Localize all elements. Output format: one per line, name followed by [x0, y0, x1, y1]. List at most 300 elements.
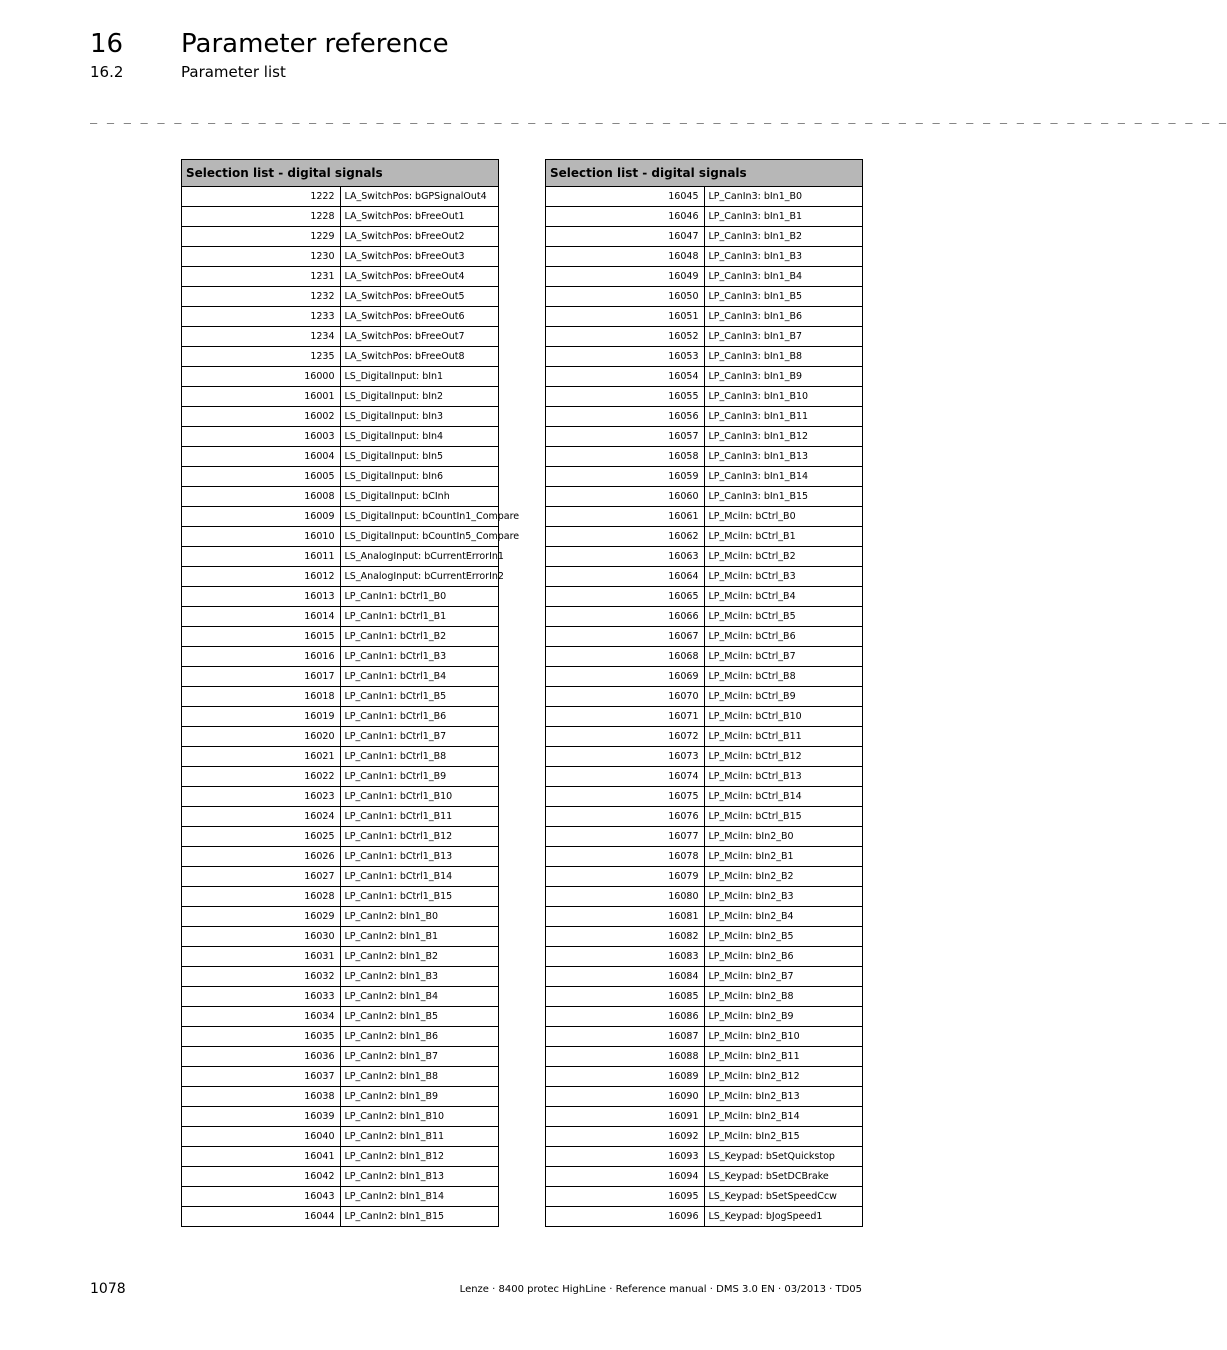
signal-name: LP_MciIn: bCtrl_B2: [704, 547, 863, 567]
signal-number: 16015: [182, 627, 341, 647]
table-row: [546, 1067, 863, 1087]
table-row: [546, 447, 863, 467]
table-row: [182, 467, 499, 487]
signal-number: 16066: [546, 607, 705, 627]
signal-number: 16067: [546, 627, 705, 647]
signal-name: LP_CanIn2: bIn1_B15: [340, 1207, 499, 1227]
signal-name: LP_MciIn: bIn2_B10: [704, 1027, 863, 1047]
table-row: [546, 1087, 863, 1107]
signal-number: 16069: [546, 667, 705, 687]
signal-name: LP_MciIn: bCtrl_B4: [704, 587, 863, 607]
table-row: [182, 307, 499, 327]
signal-name: LS_DigitalInput: bIn1: [340, 367, 499, 387]
signal-number: 16080: [546, 887, 705, 907]
signal-name: LP_CanIn3: bIn1_B13: [704, 447, 863, 467]
signal-name: LP_CanIn2: bIn1_B1: [340, 927, 499, 947]
table-row: [182, 1087, 499, 1107]
signal-number: 16088: [546, 1047, 705, 1067]
signal-number: 16036: [182, 1047, 341, 1067]
signal-name: LP_CanIn3: bIn1_B11: [704, 407, 863, 427]
table-row: [546, 767, 863, 787]
signal-name: LS_DigitalInput: bIn4: [340, 427, 499, 447]
signal-name: LA_SwitchPos: bFreeOut2: [340, 227, 499, 247]
signal-number: 16016: [182, 647, 341, 667]
signal-number: 16050: [546, 287, 705, 307]
signal-name: LP_CanIn2: bIn1_B3: [340, 967, 499, 987]
signal-number: 16044: [182, 1207, 341, 1227]
table-row: [546, 1027, 863, 1047]
table-row: [546, 427, 863, 447]
signal-name: LP_CanIn1: bCtrl1_B6: [340, 707, 499, 727]
signal-name: LP_CanIn1: bCtrl1_B14: [340, 867, 499, 887]
signal-number: 16058: [546, 447, 705, 467]
section-number: 16.2: [90, 63, 124, 81]
table-row: [182, 987, 499, 1007]
table-row: [182, 1207, 499, 1227]
signal-number: 16014: [182, 607, 341, 627]
signal-name: LS_DigitalInput: bIn3: [340, 407, 499, 427]
signal-name: LA_SwitchPos: bFreeOut8: [340, 347, 499, 367]
signal-number: 16077: [546, 827, 705, 847]
signal-number: 16085: [546, 987, 705, 1007]
signal-number: 16024: [182, 807, 341, 827]
signal-name: LA_SwitchPos: bFreeOut1: [340, 207, 499, 227]
signal-name: LP_CanIn1: bCtrl1_B3: [340, 647, 499, 667]
signal-number: 16000: [182, 367, 341, 387]
signal-name: LP_CanIn1: bCtrl1_B11: [340, 807, 499, 827]
signal-number: 16009: [182, 507, 341, 527]
signal-number: 16018: [182, 687, 341, 707]
signal-name: LP_CanIn3: bIn1_B14: [704, 467, 863, 487]
table-row: [182, 787, 499, 807]
signal-number: 1233: [182, 307, 341, 327]
signal-name: LP_MciIn: bIn2_B3: [704, 887, 863, 907]
selection-list-table-right: [545, 159, 863, 1227]
signal-number: 16038: [182, 1087, 341, 1107]
table-row: [182, 287, 499, 307]
signal-number: 16046: [546, 207, 705, 227]
signal-number: 16057: [546, 427, 705, 447]
signal-name: LA_SwitchPos: bFreeOut3: [340, 247, 499, 267]
signal-number: 16004: [182, 447, 341, 467]
signal-number: 16017: [182, 667, 341, 687]
signal-number: 16081: [546, 907, 705, 927]
table-row: [546, 907, 863, 927]
table-row: [546, 367, 863, 387]
table-row: [182, 367, 499, 387]
signal-number: 16071: [546, 707, 705, 727]
signal-name: LP_MciIn: bIn2_B11: [704, 1047, 863, 1067]
table-row: [546, 507, 863, 527]
signal-number: 16090: [546, 1087, 705, 1107]
signal-number: 16001: [182, 387, 341, 407]
signal-number: 16010: [182, 527, 341, 547]
signal-name: LP_CanIn2: bIn1_B11: [340, 1127, 499, 1147]
table-row: [546, 227, 863, 247]
signal-number: 16089: [546, 1067, 705, 1087]
signal-name: LP_CanIn2: bIn1_B14: [340, 1187, 499, 1207]
signal-number: 16002: [182, 407, 341, 427]
signal-name: LP_CanIn3: bIn1_B7: [704, 327, 863, 347]
signal-name: LP_CanIn3: bIn1_B2: [704, 227, 863, 247]
chapter-title: Parameter reference: [181, 29, 449, 59]
signal-number: 16037: [182, 1067, 341, 1087]
table-row: [182, 587, 499, 607]
signal-number: 16082: [546, 927, 705, 947]
table-row: [546, 587, 863, 607]
table-row: [546, 947, 863, 967]
table-row: [182, 387, 499, 407]
signal-name: LP_CanIn1: bCtrl1_B12: [340, 827, 499, 847]
signal-name: LP_CanIn1: bCtrl1_B7: [340, 727, 499, 747]
table-row: [546, 567, 863, 587]
signal-name: LP_CanIn2: bIn1_B2: [340, 947, 499, 967]
table-body: [546, 187, 863, 1227]
table-row: [182, 627, 499, 647]
signal-name: LP_MciIn: bIn2_B14: [704, 1107, 863, 1127]
table-row: [546, 847, 863, 867]
table-row: [546, 247, 863, 267]
table-row: [546, 707, 863, 727]
signal-name: LA_SwitchPos: bFreeOut4: [340, 267, 499, 287]
signal-number: 16035: [182, 1027, 341, 1047]
signal-number: 16049: [546, 267, 705, 287]
table-row: [182, 407, 499, 427]
table-row: [182, 1047, 499, 1067]
table-row: [182, 967, 499, 987]
signal-name: LP_CanIn2: bIn1_B4: [340, 987, 499, 1007]
signal-name: LP_CanIn2: bIn1_B10: [340, 1107, 499, 1127]
table-row: [182, 1027, 499, 1047]
signal-number: 16060: [546, 487, 705, 507]
signal-name: LP_CanIn3: bIn1_B15: [704, 487, 863, 507]
signal-number: 16072: [546, 727, 705, 747]
signal-name: LP_MciIn: bCtrl_B6: [704, 627, 863, 647]
signal-name: LP_CanIn2: bIn1_B9: [340, 1087, 499, 1107]
signal-number: 16021: [182, 747, 341, 767]
table-row: [546, 1047, 863, 1067]
signal-number: 16032: [182, 967, 341, 987]
signal-name: LP_CanIn2: bIn1_B8: [340, 1067, 499, 1087]
signal-number: 16047: [546, 227, 705, 247]
signal-number: 16003: [182, 427, 341, 447]
signal-name: LP_MciIn: bIn2_B7: [704, 967, 863, 987]
table-row: [182, 807, 499, 827]
signal-number: 16076: [546, 807, 705, 827]
table-row: [182, 187, 499, 207]
table-row: [546, 1187, 863, 1207]
signal-number: 16052: [546, 327, 705, 347]
table-title: Selection list - digital signals: [546, 160, 863, 187]
table-row: [182, 567, 499, 587]
table-row: [546, 967, 863, 987]
signal-name: LP_CanIn3: bIn1_B6: [704, 307, 863, 327]
signal-number: 16051: [546, 307, 705, 327]
table-row: [182, 707, 499, 727]
table-row: [182, 547, 499, 567]
signal-number: 16075: [546, 787, 705, 807]
signal-number: 16056: [546, 407, 705, 427]
table-row: [546, 867, 863, 887]
signal-number: 16087: [546, 1027, 705, 1047]
signal-name: LA_SwitchPos: bFreeOut5: [340, 287, 499, 307]
signal-number: 16034: [182, 1007, 341, 1027]
signal-number: 16074: [546, 767, 705, 787]
signal-number: 16096: [546, 1207, 705, 1227]
table-row: [182, 1187, 499, 1207]
table-row: [546, 1147, 863, 1167]
signal-number: 16053: [546, 347, 705, 367]
signal-number: 16078: [546, 847, 705, 867]
signal-number: 16033: [182, 987, 341, 1007]
signal-number: 1229: [182, 227, 341, 247]
signal-number: 16091: [546, 1107, 705, 1127]
table-row: [182, 887, 499, 907]
signal-name: LP_CanIn1: bCtrl1_B8: [340, 747, 499, 767]
signal-name: LP_CanIn2: bIn1_B13: [340, 1167, 499, 1187]
table-row: [182, 827, 499, 847]
signal-number: 16068: [546, 647, 705, 667]
signal-number: 16084: [546, 967, 705, 987]
signal-name: LP_CanIn3: bIn1_B4: [704, 267, 863, 287]
signal-number: 16011: [182, 547, 341, 567]
signal-number: 16041: [182, 1147, 341, 1167]
table-row: [546, 807, 863, 827]
signal-name: LP_MciIn: bIn2_B15: [704, 1127, 863, 1147]
signal-name: LP_CanIn3: bIn1_B8: [704, 347, 863, 367]
table-row: [546, 787, 863, 807]
signal-name: LP_CanIn2: bIn1_B5: [340, 1007, 499, 1027]
signal-number: 16028: [182, 887, 341, 907]
table-row: [546, 827, 863, 847]
signal-number: 16040: [182, 1127, 341, 1147]
table-row: [182, 207, 499, 227]
table-row: [546, 207, 863, 227]
signal-name: LP_CanIn3: bIn1_B10: [704, 387, 863, 407]
table-row: [182, 1107, 499, 1127]
signal-name: LP_MciIn: bIn2_B13: [704, 1087, 863, 1107]
signal-number: 16048: [546, 247, 705, 267]
signal-name: LS_DigitalInput: bCountIn5_Compare: [340, 527, 499, 547]
table-row: [182, 747, 499, 767]
signal-name: LP_CanIn1: bCtrl1_B9: [340, 767, 499, 787]
signal-name: LS_DigitalInput: bIn6: [340, 467, 499, 487]
table-row: [182, 927, 499, 947]
table-row: [182, 247, 499, 267]
signal-name: LS_Keypad: bSetSpeedCcw: [704, 1187, 863, 1207]
table-row: [546, 747, 863, 767]
signal-name: LP_MciIn: bCtrl_B11: [704, 727, 863, 747]
table-row: [546, 627, 863, 647]
table-row: [182, 1007, 499, 1027]
signal-number: 16093: [546, 1147, 705, 1167]
table-row: [546, 887, 863, 907]
table-row: [182, 1147, 499, 1167]
signal-number: 1232: [182, 287, 341, 307]
signal-number: 16013: [182, 587, 341, 607]
table-row: [182, 1127, 499, 1147]
table-header-row: [182, 160, 499, 187]
signal-name: LS_AnalogInput: bCurrentErrorIn1: [340, 547, 499, 567]
signal-number: 16065: [546, 587, 705, 607]
table-row: [182, 527, 499, 547]
table-row: [546, 1107, 863, 1127]
table-row: [182, 227, 499, 247]
signal-number: 16070: [546, 687, 705, 707]
signal-name: LP_MciIn: bCtrl_B1: [704, 527, 863, 547]
document-info: Lenze · 8400 protec HighLine · Reference manual · DMS 3.0 EN · 03/2013 · TD05: [459, 1284, 862, 1295]
signal-number: 16061: [546, 507, 705, 527]
signal-name: LS_AnalogInput: bCurrentErrorIn2: [340, 567, 499, 587]
signal-name: LP_MciIn: bCtrl_B8: [704, 667, 863, 687]
signal-name: LP_CanIn1: bCtrl1_B15: [340, 887, 499, 907]
signal-name: LP_CanIn3: bIn1_B5: [704, 287, 863, 307]
signal-name: LP_MciIn: bCtrl_B5: [704, 607, 863, 627]
signal-number: 16079: [546, 867, 705, 887]
signal-number: 16025: [182, 827, 341, 847]
signal-number: 16092: [546, 1127, 705, 1147]
signal-number: 16055: [546, 387, 705, 407]
table-row: [546, 667, 863, 687]
header-divider: _ _ _ _ _ _ _ _ _ _ _ _ _ _ _ _ _ _ _ _ _ _ _ _ _ _ _ _ _ _ _ _ _ _ _ _ _ _ _ _ _ _ _ _ _ _ _ _ _ _ _ _ _ _ _ _ _ _ _ _ _ _ _ _ _ _ _ _: [90, 110, 1227, 124]
table-row: [182, 607, 499, 627]
signal-name: LP_MciIn: bIn2_B6: [704, 947, 863, 967]
table-row: [546, 487, 863, 507]
table-row: [182, 507, 499, 527]
signal-name: LP_MciIn: bCtrl_B14: [704, 787, 863, 807]
signal-name: LA_SwitchPos: bFreeOut6: [340, 307, 499, 327]
signal-name: LS_Keypad: bSetDCBrake: [704, 1167, 863, 1187]
signal-number: 16027: [182, 867, 341, 887]
table-row: [182, 727, 499, 747]
table-row: [182, 847, 499, 867]
signal-number: 16043: [182, 1187, 341, 1207]
table-row: [546, 527, 863, 547]
signal-number: 16086: [546, 1007, 705, 1027]
signal-number: 16012: [182, 567, 341, 587]
signal-name: LA_SwitchPos: bGPSignalOut4: [340, 187, 499, 207]
signal-number: 16029: [182, 907, 341, 927]
table-row: [546, 927, 863, 947]
signal-number: 16023: [182, 787, 341, 807]
table-row: [546, 1167, 863, 1187]
signal-name: LS_DigitalInput: bIn2: [340, 387, 499, 407]
signal-name: LP_CanIn2: bIn1_B7: [340, 1047, 499, 1067]
table-row: [546, 1007, 863, 1027]
table-row: [182, 667, 499, 687]
signal-number: 16063: [546, 547, 705, 567]
signal-number: 1222: [182, 187, 341, 207]
signal-name: LP_MciIn: bIn2_B5: [704, 927, 863, 947]
table-body: [182, 187, 520, 1227]
table-row: [546, 607, 863, 627]
signal-name: LP_MciIn: bIn2_B0: [704, 827, 863, 847]
signal-name: LP_MciIn: bCtrl_B0: [704, 507, 863, 527]
signal-name: LP_CanIn2: bIn1_B0: [340, 907, 499, 927]
signal-name: LP_MciIn: bCtrl_B10: [704, 707, 863, 727]
table-row: [546, 647, 863, 667]
table-row: [182, 687, 499, 707]
signal-name: LP_CanIn1: bCtrl1_B10: [340, 787, 499, 807]
signal-number: 16054: [546, 367, 705, 387]
table-row: [182, 767, 499, 787]
signal-number: 16095: [546, 1187, 705, 1207]
signal-name: LP_CanIn1: bCtrl1_B13: [340, 847, 499, 867]
table-row: [182, 947, 499, 967]
table-row: [182, 427, 499, 447]
signal-name: LP_CanIn1: bCtrl1_B2: [340, 627, 499, 647]
signal-name: LP_MciIn: bCtrl_B15: [704, 807, 863, 827]
signal-name: LS_DigitalInput: bCInh: [340, 487, 499, 507]
selection-list-table-left: [181, 159, 520, 1227]
signal-name: LP_CanIn1: bCtrl1_B0: [340, 587, 499, 607]
signal-name: LP_CanIn2: bIn1_B6: [340, 1027, 499, 1047]
signal-number: 16031: [182, 947, 341, 967]
table-row: [182, 1067, 499, 1087]
table-row: [182, 447, 499, 467]
table-row: [546, 387, 863, 407]
signal-name: LP_MciIn: bCtrl_B9: [704, 687, 863, 707]
table-row: [182, 1167, 499, 1187]
table-header-row: [546, 160, 863, 187]
signal-number: 16005: [182, 467, 341, 487]
table-row: [546, 347, 863, 367]
table-row: [546, 307, 863, 327]
signal-name: LP_CanIn3: bIn1_B1: [704, 207, 863, 227]
signal-name: LS_Keypad: bSetQuickstop: [704, 1147, 863, 1167]
chapter-number: 16: [90, 29, 124, 59]
signal-name: LP_CanIn3: bIn1_B3: [704, 247, 863, 267]
signal-name: LP_MciIn: bIn2_B4: [704, 907, 863, 927]
signal-number: 1231: [182, 267, 341, 287]
signal-number: 16019: [182, 707, 341, 727]
table-row: [546, 687, 863, 707]
signal-name: LP_MciIn: bCtrl_B3: [704, 567, 863, 587]
table-row: [182, 267, 499, 287]
signal-number: 16020: [182, 727, 341, 747]
signal-name: LP_MciIn: bIn2_B1: [704, 847, 863, 867]
signal-name: LP_CanIn2: bIn1_B12: [340, 1147, 499, 1167]
signal-number: 16073: [546, 747, 705, 767]
table-row: [546, 287, 863, 307]
signal-number: 16083: [546, 947, 705, 967]
signal-number: 16030: [182, 927, 341, 947]
signal-name: LS_Keypad: bJogSpeed1: [704, 1207, 863, 1227]
signal-name: LP_MciIn: bIn2_B2: [704, 867, 863, 887]
table-row: [182, 867, 499, 887]
table-row: [546, 987, 863, 1007]
signal-number: 16062: [546, 527, 705, 547]
table-title: Selection list - digital signals: [182, 160, 499, 187]
table-row: [546, 187, 863, 207]
signal-number: 16042: [182, 1167, 341, 1187]
signal-name: LS_DigitalInput: bCountIn1_Compare: [340, 507, 499, 527]
section-title: Parameter list: [181, 63, 286, 81]
signal-name: LA_SwitchPos: bFreeOut7: [340, 327, 499, 347]
signal-name: LP_MciIn: bCtrl_B7: [704, 647, 863, 667]
signal-name: LP_MciIn: bCtrl_B12: [704, 747, 863, 767]
signal-name: LS_DigitalInput: bIn5: [340, 447, 499, 467]
table-row: [546, 327, 863, 347]
signal-name: LP_CanIn1: bCtrl1_B4: [340, 667, 499, 687]
signal-name: LP_CanIn1: bCtrl1_B5: [340, 687, 499, 707]
signal-name: LP_MciIn: bIn2_B12: [704, 1067, 863, 1087]
signal-name: LP_MciIn: bIn2_B8: [704, 987, 863, 1007]
table-row: [182, 347, 499, 367]
table-row: [546, 467, 863, 487]
signal-number: 1230: [182, 247, 341, 267]
signal-number: 16064: [546, 567, 705, 587]
